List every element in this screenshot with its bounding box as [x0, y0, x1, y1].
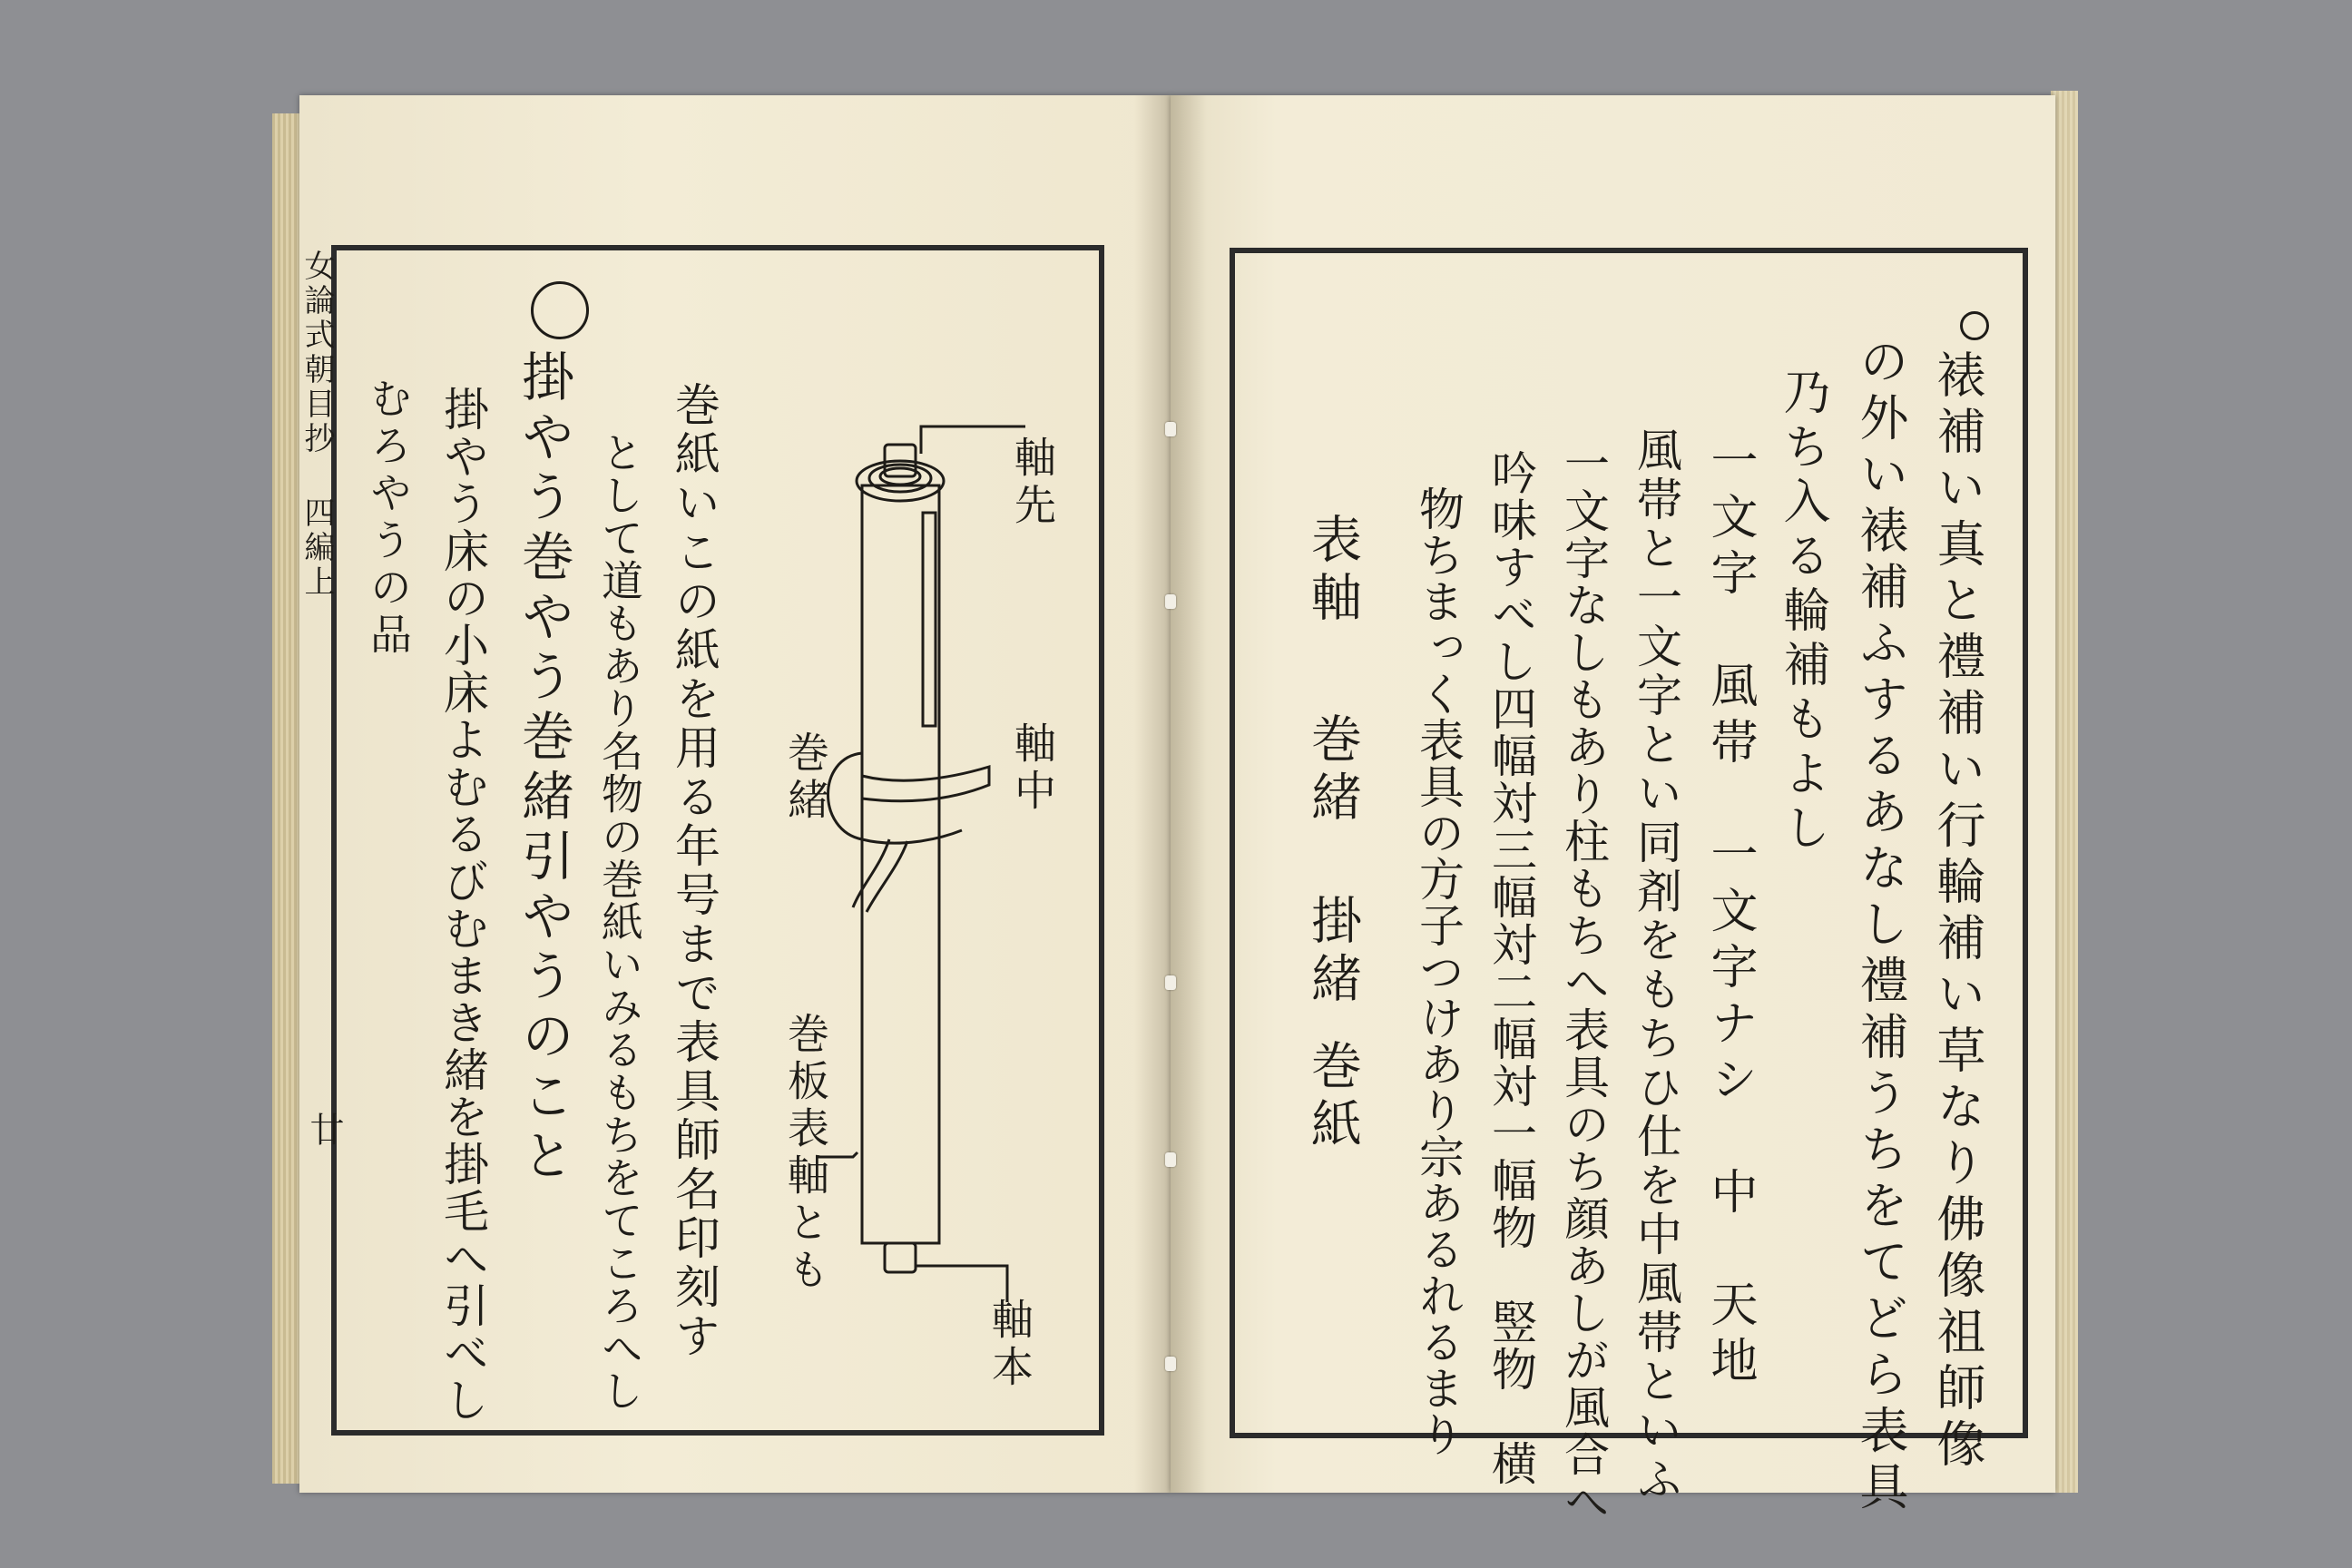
- section-circle-mark-small: [1960, 311, 1989, 340]
- right-text-column-2: の外い裱補ふするあなし禮補うちをてどら表具: [1852, 336, 1909, 1517]
- label-note: 巻板表軸とも: [781, 1012, 830, 1295]
- right-text-column-3: 乃ち入る輪補もよし: [1775, 368, 1829, 858]
- right-text-column-8: 物ちまっく表具の方子つけあり宗あるれるまり: [1412, 485, 1465, 1457]
- scroll-body-outline: [862, 485, 939, 1243]
- pointer-axis-base: [916, 1266, 1007, 1302]
- right-term-hyoujiku: 表軸: [1303, 513, 1362, 629]
- left-text-column-1: 巻紙いこの紙を用る年号まで表具師名印刻す: [668, 381, 720, 1361]
- label-axis-tip: 軸先: [1008, 436, 1057, 530]
- right-term-makio: 巻緒: [1303, 712, 1362, 828]
- left-text-column-3: 掛やう巻やう巻緒引やうのこと: [513, 349, 574, 1188]
- right-text-column-7: 吟味すべし四幅対三幅対二幅対一幅物 竪物 横: [1485, 449, 1537, 1487]
- label-cord: 巻緒: [781, 730, 830, 825]
- right-term-makigami: 巻紙: [1303, 1039, 1362, 1155]
- right-text-column-6: 一文字なしもあり柱もちへ表具のち顔あしが風合へ: [1557, 440, 1610, 1525]
- right-text-column-4: 一文字 風帯 一文字ナシ 中 天地: [1702, 436, 1757, 1392]
- left-text-column-4: 掛やう床の小床よむるびむまき緒を掛毛へ引べし: [436, 386, 489, 1424]
- axis-base-knob: [885, 1243, 916, 1272]
- right-text-column-1: 裱補い真と禮補い行輪補い草なり佛像祖師像: [1929, 349, 1986, 1475]
- page-number: 廿: [304, 1112, 344, 1146]
- open-book: [272, 86, 2078, 1525]
- left-text-column-2: として道もあり名物の巻紙いみるもちをてころへし: [595, 431, 644, 1412]
- right-text-column-5: 風帯と一文字とい同剤をもちひ仕を中風帯といふ: [1630, 426, 1682, 1504]
- right-term-kakeo: 掛緒: [1303, 894, 1362, 1010]
- left-text-column-5: むろやうの品: [364, 377, 413, 660]
- label-axis-middle: 軸中: [1008, 721, 1057, 816]
- label-axis-base: 軸本: [985, 1298, 1034, 1392]
- spine-title: 女論式朝目抄 四編上: [299, 250, 335, 600]
